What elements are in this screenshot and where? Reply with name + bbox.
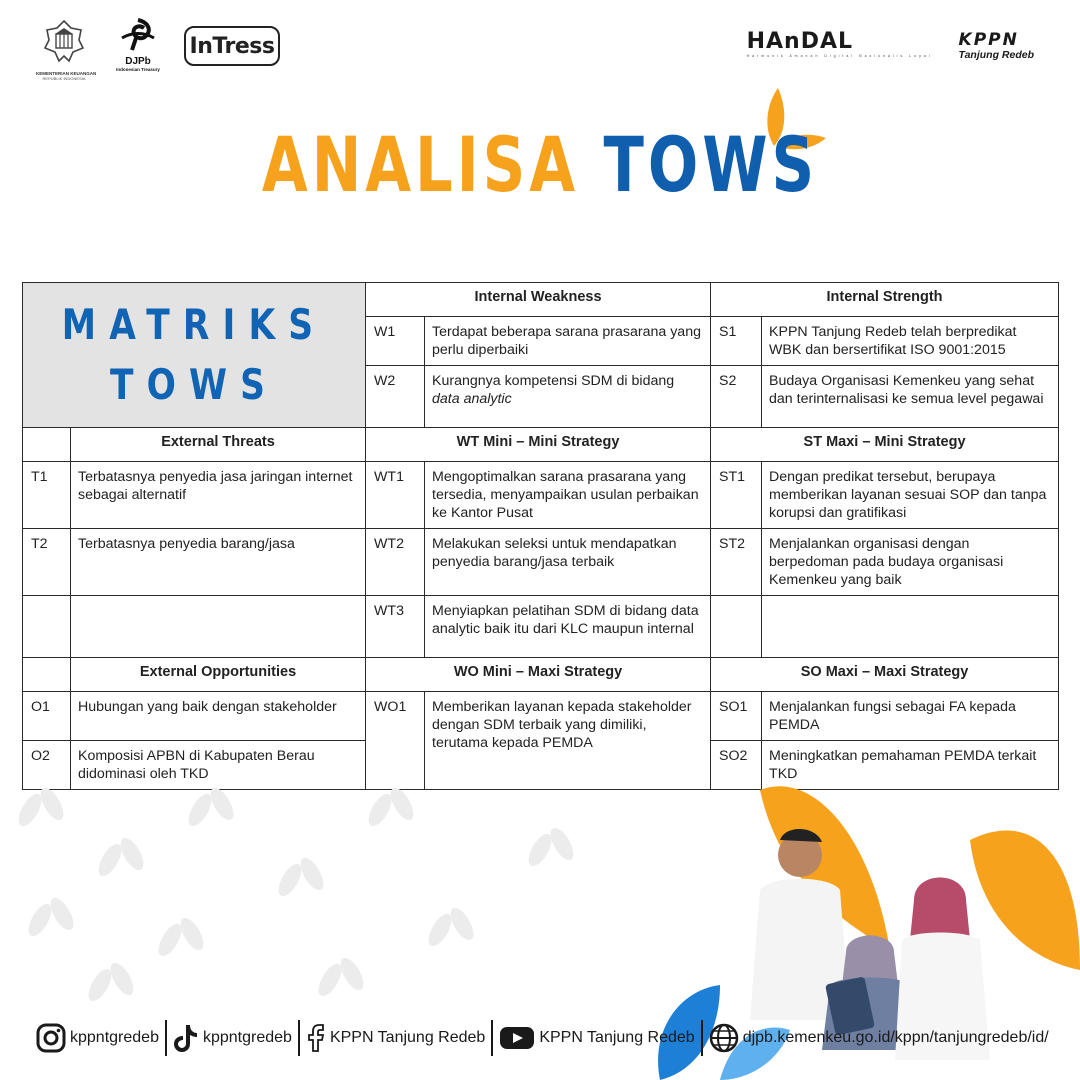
internal-weakness-header: Internal Weakness bbox=[366, 283, 711, 317]
djpb-logo bbox=[114, 18, 162, 72]
threat-text: Terbatasnya penyedia barang/jasa bbox=[71, 529, 366, 596]
header-logos-left bbox=[36, 18, 280, 81]
wt-code: WT2 bbox=[366, 529, 425, 596]
kemenkeu-name: KEMENTERIAN KEUANGAN bbox=[36, 71, 97, 76]
opportunity-code: O2 bbox=[23, 741, 71, 790]
wt-text: Melakukan seleksi untuk mendapatkan penyedia barang/jasa terbaik bbox=[425, 529, 711, 596]
handal-name: HAnDAL bbox=[746, 29, 854, 54]
strength-code: S1 bbox=[711, 317, 762, 366]
wt-header: WT Mini – Mini Strategy bbox=[366, 428, 711, 462]
empty-cell bbox=[23, 596, 71, 658]
empty-cell bbox=[711, 596, 762, 658]
weakness-code: W1 bbox=[366, 317, 425, 366]
external-threats-header: External Threats bbox=[71, 428, 366, 462]
djpb-name: DJPb bbox=[125, 56, 151, 67]
so-code: SO1 bbox=[711, 692, 762, 741]
footer-tiktok[interactable] bbox=[173, 1023, 292, 1053]
djpb-subtitle: Indonesian Treasury bbox=[116, 67, 160, 72]
weakness-text: Terdapat beberapa sarana prasarana yang perlu diperbaiki bbox=[425, 317, 711, 366]
st-code: ST2 bbox=[711, 529, 762, 596]
website-url: djpb.kemenkeu.go.id/kppn/tanjungredeb/id/ bbox=[742, 1029, 1049, 1046]
strength-text: Budaya Organisasi Kemenkeu yang sehat dan terinternalisasi ke semua level pegawai bbox=[762, 366, 1059, 428]
st-text: Dengan predikat tersebut, berupaya memberikan layanan sesuai SOP dan tanpa korupsi dan gratifikasi bbox=[762, 462, 1059, 529]
wo-text: Memberikan layanan kepada stakeholder dengan SDM terbaik yang dimiliki, terutama kepada PEMDA bbox=[425, 692, 711, 790]
opportunity-code: O1 bbox=[23, 692, 71, 741]
threat-code: T1 bbox=[23, 462, 71, 529]
footer-social-bar bbox=[36, 1020, 1056, 1056]
st-header: ST Maxi – Mini Strategy bbox=[711, 428, 1059, 462]
page-title bbox=[119, 120, 961, 210]
footer-facebook[interactable] bbox=[306, 1023, 485, 1053]
so-text: Menjalankan fungsi sebagai FA kepada PEMDA bbox=[762, 692, 1059, 741]
corner-title-line2: TOWS bbox=[109, 360, 279, 409]
facebook-page: KPPN Tanjung Redeb bbox=[329, 1029, 486, 1046]
title-tows: TOWS bbox=[603, 120, 819, 209]
tows-matrix-table bbox=[22, 282, 1059, 790]
wo-header: WO Mini – Maxi Strategy bbox=[366, 658, 711, 692]
djpb-emblem-icon bbox=[118, 18, 158, 52]
weakness-code: W2 bbox=[366, 366, 425, 428]
matrix-corner bbox=[23, 283, 366, 428]
strength-code: S2 bbox=[711, 366, 762, 428]
external-opportunities-header: External Opportunities bbox=[71, 658, 366, 692]
header-logos-right bbox=[747, 30, 1034, 61]
opportunity-text: Hubungan yang baik dengan stakeholder bbox=[71, 692, 366, 741]
kppn-name: KPPN bbox=[958, 30, 1019, 50]
intress-logo: InTress bbox=[184, 26, 280, 66]
footer-website[interactable] bbox=[709, 1023, 1049, 1053]
kemenkeu-emblem-icon bbox=[41, 18, 87, 64]
empty-cell bbox=[762, 596, 1059, 658]
footer-instagram[interactable] bbox=[36, 1023, 159, 1053]
youtube-channel: KPPN Tanjung Redeb bbox=[539, 1029, 695, 1046]
st-code: ST1 bbox=[711, 462, 762, 529]
footer-divider bbox=[491, 1020, 493, 1056]
st-text: Menjalankan organisasi dengan berpedoman pada budaya organisasi Kemenkeu yang baik bbox=[762, 529, 1059, 596]
threat-text: Terbatasnya penyedia jasa jaringan internet sebagai alternatif bbox=[71, 462, 366, 529]
tiktok-icon bbox=[173, 1023, 199, 1053]
weakness-text bbox=[425, 366, 711, 428]
wt-text: Mengoptimalkan sarana prasarana yang tersedia, menyampaikan usulan perbaikan ke Kantor Pusat bbox=[425, 462, 711, 529]
instagram-handle: kppntgredeb bbox=[70, 1029, 159, 1046]
footer-youtube[interactable] bbox=[499, 1025, 694, 1051]
internal-strength-header: Internal Strength bbox=[711, 283, 1059, 317]
kemenkeu-logo bbox=[36, 18, 97, 81]
so-text: Meningkatkan pemahaman PEMDA terkait TKD bbox=[762, 741, 1059, 790]
kemenkeu-country: REPUBLIK INDONESIA bbox=[42, 76, 86, 81]
so-header: SO Maxi – Maxi Strategy bbox=[711, 658, 1059, 692]
kppn-location: Tanjung Redeb bbox=[958, 49, 1034, 61]
weakness-text-italic: data analytic bbox=[432, 391, 512, 407]
facebook-icon bbox=[306, 1023, 326, 1053]
handal-values: Harmonis Amanah Digital Nasionalis Loyal bbox=[746, 54, 933, 58]
empty-cell bbox=[23, 658, 71, 692]
weakness-text-main: Kurangnya kompetensi SDM di bidang bbox=[432, 373, 675, 389]
empty-cell bbox=[71, 596, 366, 658]
title-analisa: ANALISA bbox=[261, 120, 580, 209]
leaf-pattern-decoration bbox=[0, 770, 640, 1020]
youtube-icon bbox=[499, 1025, 535, 1051]
wo-code: WO1 bbox=[366, 692, 425, 790]
wt-code: WT1 bbox=[366, 462, 425, 529]
globe-icon bbox=[709, 1023, 739, 1053]
so-code: SO2 bbox=[711, 741, 762, 790]
threat-code: T2 bbox=[23, 529, 71, 596]
instagram-icon bbox=[36, 1023, 66, 1053]
footer-divider bbox=[165, 1020, 167, 1056]
wt-code: WT3 bbox=[366, 596, 425, 658]
handal-logo bbox=[747, 30, 933, 58]
tiktok-handle: kppntgredeb bbox=[202, 1029, 292, 1046]
footer-divider bbox=[701, 1020, 703, 1056]
strength-text: KPPN Tanjung Redeb telah berpredikat WBK dan bersertifikat ISO 9001:2015 bbox=[762, 317, 1059, 366]
footer-divider bbox=[298, 1020, 300, 1056]
opportunity-text: Komposisi APBN di Kabupaten Berau didominasi oleh TKD bbox=[71, 741, 366, 790]
empty-cell bbox=[23, 428, 71, 462]
wt-text: Menyiapkan pelatihan SDM di bidang data analytic baik itu dari KLC maupun internal bbox=[425, 596, 711, 658]
corner-title-line1: MATRIKS bbox=[61, 300, 327, 349]
kppn-logo bbox=[959, 30, 1034, 61]
